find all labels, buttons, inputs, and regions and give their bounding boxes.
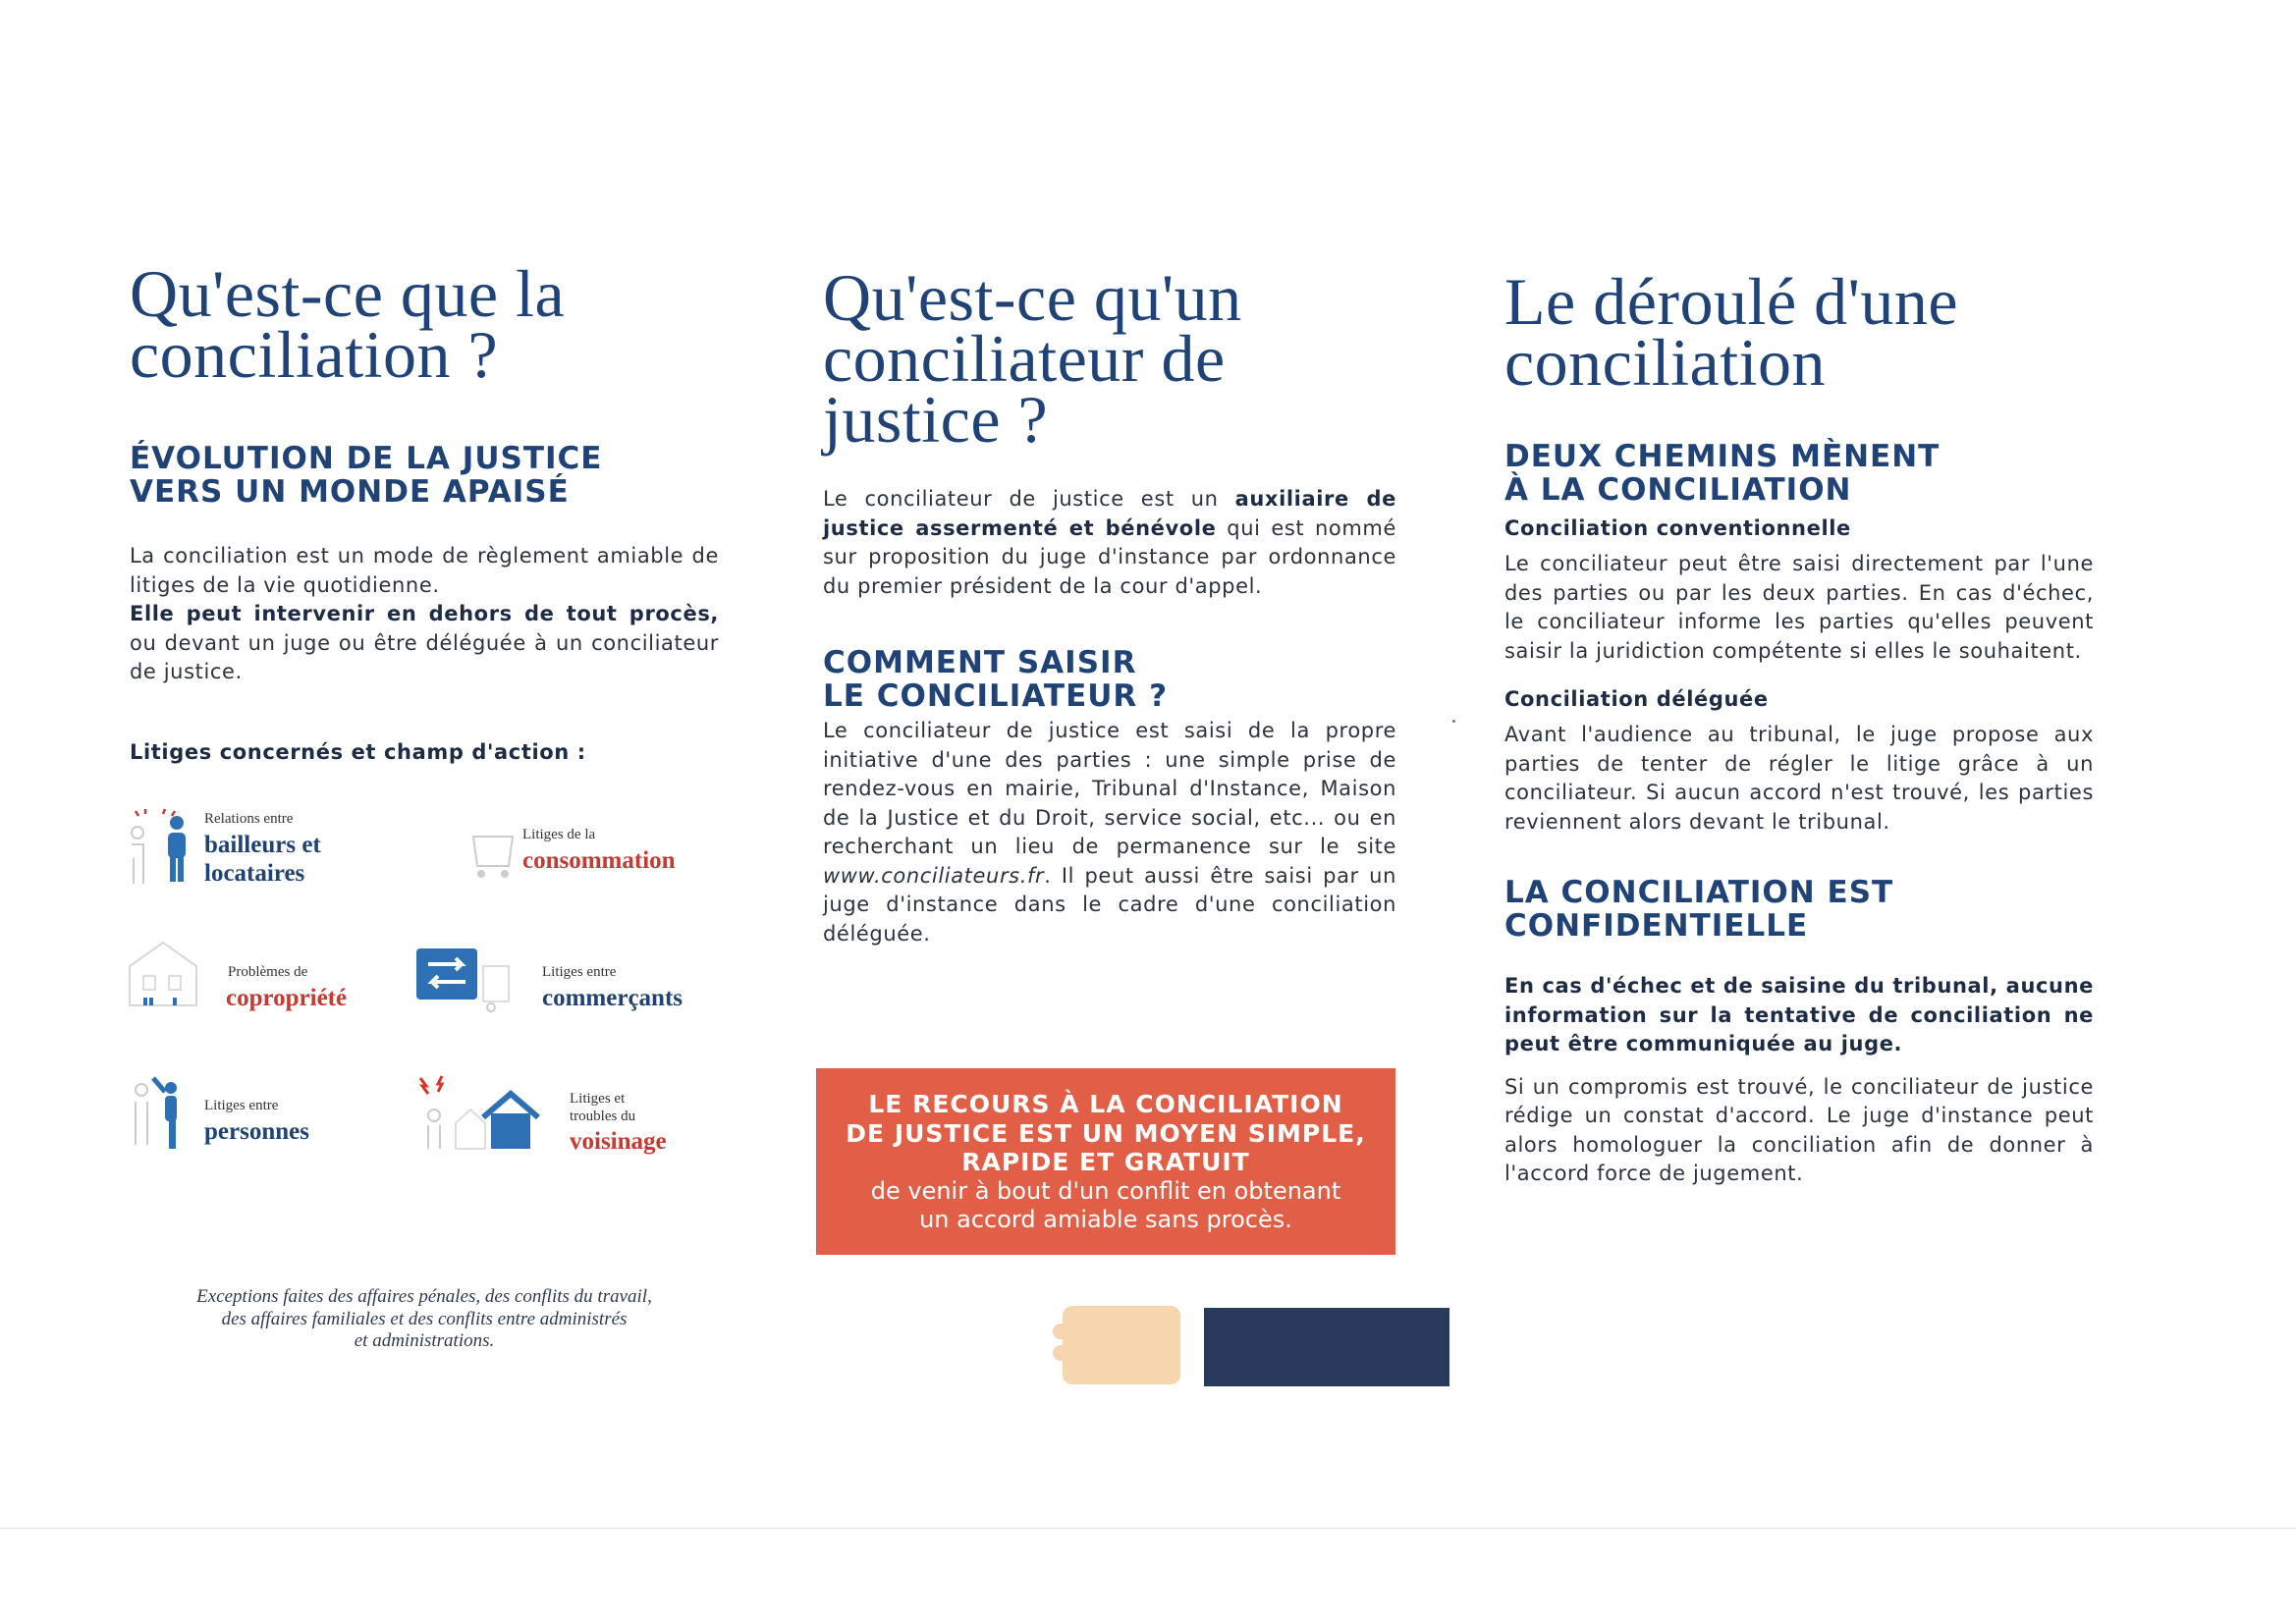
title-deroule: Le déroulé d'une conciliation	[1504, 264, 1959, 400]
exchange-icon	[416, 947, 524, 1025]
building-icon	[124, 937, 222, 1015]
litige-voisinage: Litiges et troubles du voisinage	[416, 1074, 721, 1153]
people-icon	[130, 1074, 200, 1153]
handshake-icon	[1053, 1300, 1190, 1386]
highlight-box: LE RECOURS À LA CONCILIATION DE JUSTICE EST UN MOYEN SIMPLE, RAPIDE ET GRATUIT de venir à bout d'un conflit en obtenant un accord amiable sans procès.	[816, 1068, 1395, 1255]
sub-conventionnelle: Conciliation conventionnelle	[1504, 516, 1851, 540]
exceptions-note: Exceptions faites des affaires pénales, des conflits du travail, des affaires familiales et des conflits entre administrés et administrations.	[196, 1286, 652, 1351]
para-constat: Si un compromis est trouvé, le conciliateur de justice rédige un constat d'accord. Le juge d'instance peut alors homologuer la conciliation afin de donner à l'accord force de jugement.	[1504, 1074, 2094, 1185]
section-confidentielle: LA CONCILIATION EST CONFIDENTIELLE	[1504, 875, 1894, 944]
para-conventionnelle: Le conciliateur peut être saisi directement par l'une des parties ou par les deux parties. En cas d'échec, le conciliateur informe les parties qu'elles peuvent saisir la juridiction compétente si elles le souhaitent.	[1504, 552, 2094, 663]
para-role: Le conciliateur de justice est un auxiliaire de justice assermenté et bénévole qui est nommé sur proposition du juge d'instance par ordonnance du premier président de la cour d'appel.	[823, 487, 1396, 598]
litige-bailleurs: Relations entre bailleurs et locataires	[126, 805, 371, 884]
person-icon	[126, 805, 196, 884]
para-confidentialite: En cas d'échec et de saisine du tribunal, aucune information sur la tentative de conciliation ne peut être communiquée au juge.	[1504, 974, 2094, 1055]
speck	[1452, 720, 1455, 723]
litige-copropriete: Problèmes de copropriété	[124, 937, 379, 1015]
title-conciliation: Qu'est-ce que la conciliation ?	[130, 256, 566, 392]
column-conciliation	[130, 256, 719, 764]
sleeve-graphic	[1204, 1308, 1449, 1386]
column-deroule	[1504, 264, 2094, 1189]
para-deleguee: Avant l'audience au tribunal, le juge propose aux parties de tenter de régler le litige grâce à un conciliateur. Si aucun accord n'est trouvé, les parties reviennent alors devant le tribunal.	[1504, 723, 2094, 834]
litige-consommation: Litiges de la consommation	[465, 817, 721, 895]
litige-commercants: Litiges entre commerçants	[416, 947, 721, 1025]
sub-deleguee: Conciliation déléguée	[1504, 687, 1769, 711]
section-evolution: ÉVOLUTION DE LA JUSTICE VERS UN MONDE APAISÉ	[130, 441, 603, 510]
litige-personnes: Litiges entre personnes	[130, 1074, 375, 1153]
para-definition: La conciliation est un mode de règlement amiable de litiges de la vie quotidienne. Elle peut intervenir en dehors de tout procès, ou devant un juge ou être déléguée à un conciliateur de justice.	[130, 544, 719, 683]
bottom-divider	[0, 1528, 2296, 1529]
para-saisine: Le conciliateur de justice est saisi de la propre initiative d'une des parties : une simple prise de rendez-vous en mairie, Tribunal d'Instance, Maison de la Justice et du Droit, service social, etc... ou en recherchant un lieu de permanence sur le site www.conciliateurs.fr. Il peut aussi être saisi par un juge d'instance dans le cadre d'une conciliation déléguée.	[823, 719, 1396, 946]
section-saisir: COMMENT SAISIR LE CONCILIATEUR ?	[823, 645, 1169, 714]
litiges-title: Litiges concernés et champ d'action :	[130, 739, 586, 764]
site-link[interactable]: www.conciliateurs.fr	[823, 863, 1045, 888]
section-deux-chemins: DEUX CHEMINS MÈNENT À LA CONCILIATION	[1504, 439, 1941, 508]
house-icon	[416, 1074, 564, 1153]
title-conciliateur: Qu'est-ce qu'un conciliateur de justice ?	[823, 260, 1242, 457]
column-conciliateur	[823, 260, 1396, 948]
